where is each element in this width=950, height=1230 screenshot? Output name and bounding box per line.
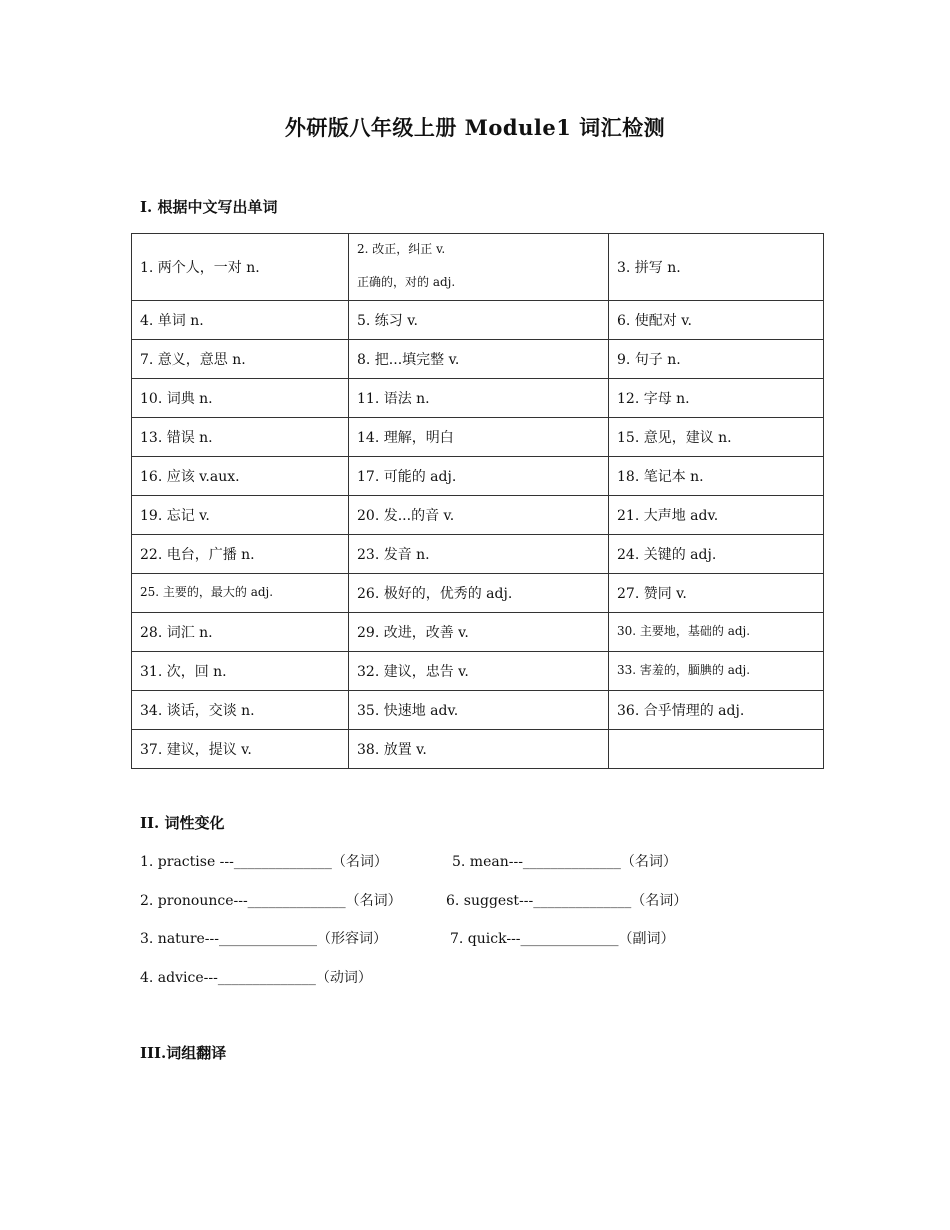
table-cell: 35. 快速地 adv. <box>349 691 609 730</box>
table-cell: 30. 主要地，基础的 adj. <box>609 613 824 652</box>
table-cell: 28. 词汇 n. <box>132 613 349 652</box>
exercise-item: 4. advice---______________（动词） <box>140 970 372 986</box>
table-row <box>132 340 824 379</box>
table-cell: 3. 拼写 n. <box>609 234 824 301</box>
page-title: 外研版八年级上册 Module1 词汇检测 <box>284 115 666 140</box>
table-cell: 6. 使配对 v. <box>609 301 824 340</box>
table-cell: 32. 建议，忠告 v. <box>349 652 609 691</box>
table-cell: 27. 赞同 v. <box>609 574 824 613</box>
section-1-heading: I. 根据中文写出单词 <box>140 198 278 216</box>
table-cell: 36. 合乎情理的 adj. <box>609 691 824 730</box>
table-row <box>132 691 824 730</box>
table-cell <box>609 730 824 769</box>
table-row <box>132 574 824 613</box>
table-cell: 26. 极好的，优秀的 adj. <box>349 574 609 613</box>
exercise-item: 1. practise ---______________（名词） <box>140 854 388 870</box>
table-cell: 33. 害羞的，腼腆的 adj. <box>609 652 824 691</box>
cell-line: 正确的，对的 adj. <box>357 275 456 289</box>
table-cell: 10. 词典 n. <box>132 379 349 418</box>
exercise-item: 7. quick---______________（副词） <box>450 931 675 947</box>
table-row <box>132 379 824 418</box>
table-row <box>132 301 824 340</box>
table-cell: 19. 忘记 v. <box>132 496 349 535</box>
table-cell <box>349 234 609 301</box>
exercise-item: 5. mean---______________（名词） <box>452 854 677 870</box>
table-cell: 12. 字母 n. <box>609 379 824 418</box>
table-cell: 9. 句子 n. <box>609 340 824 379</box>
table-cell: 29. 改进，改善 v. <box>349 613 609 652</box>
table-row <box>132 418 824 457</box>
table-cell: 22. 电台，广播 n. <box>132 535 349 574</box>
table-cell: 23. 发音 n. <box>349 535 609 574</box>
table-cell: 18. 笔记本 n. <box>609 457 824 496</box>
exercise-item: 2. pronounce---______________（名词） <box>140 893 402 909</box>
table-cell: 24. 关键的 adj. <box>609 535 824 574</box>
section-2-heading: II. 词性变化 <box>140 814 225 832</box>
section-3-heading: III.词组翻译 <box>140 1044 227 1062</box>
table-row <box>132 457 824 496</box>
table-cell: 34. 谈话，交谈 n. <box>132 691 349 730</box>
exercise-item: 6. suggest---______________（名词） <box>446 893 688 909</box>
table-cell: 15. 意见，建议 n. <box>609 418 824 457</box>
table-row <box>132 613 824 652</box>
table-row <box>132 234 824 301</box>
table-row <box>132 730 824 769</box>
table-cell: 11. 语法 n. <box>349 379 609 418</box>
table-cell: 8. 把...填完整 v. <box>349 340 609 379</box>
table-cell: 1. 两个人，一对 n. <box>132 234 349 301</box>
table-cell: 31. 次，回 n. <box>132 652 349 691</box>
vocabulary-table <box>131 233 824 769</box>
table-cell: 13. 错误 n. <box>132 418 349 457</box>
table-cell: 5. 练习 v. <box>349 301 609 340</box>
table-cell: 16. 应该 v.aux. <box>132 457 349 496</box>
table-cell: 25. 主要的，最大的 adj. <box>132 574 349 613</box>
table-cell: 17. 可能的 adj. <box>349 457 609 496</box>
table-cell: 37. 建议，提议 v. <box>132 730 349 769</box>
exercise-item: 3. nature---______________（形容词） <box>140 931 387 947</box>
table-cell: 38. 放置 v. <box>349 730 609 769</box>
table-cell: 21. 大声地 adv. <box>609 496 824 535</box>
table-cell: 7. 意义，意思 n. <box>132 340 349 379</box>
table-row <box>132 496 824 535</box>
table-cell: 20. 发...的音 v. <box>349 496 609 535</box>
cell-line: 2. 改正，纠正 v. <box>357 242 446 256</box>
table-row <box>132 652 824 691</box>
table-cell: 4. 单词 n. <box>132 301 349 340</box>
table-row <box>132 535 824 574</box>
table-cell: 14. 理解，明白 <box>349 418 609 457</box>
